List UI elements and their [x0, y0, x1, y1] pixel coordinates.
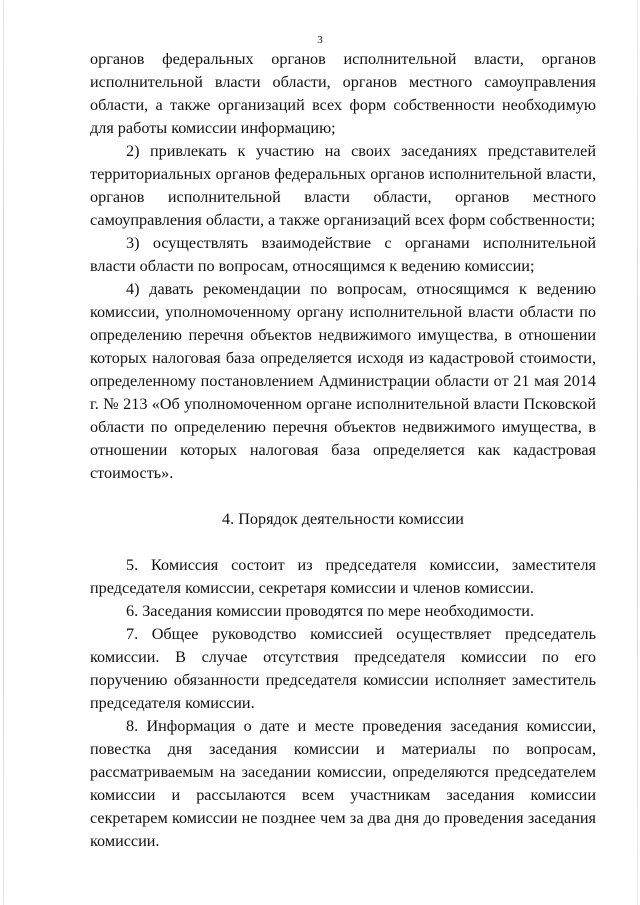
paragraph-item-4: 4) давать рекомендации по вопросам, относящимся к ведению комиссии, уполномоченному органу исполнительной власти области по определению перечня объектов недвижимого имущества, в отношении которых налоговая база определяется исходя из кадастровой стоимости, определенному постановлением Администрации области от 21 мая 2014 г. № 213 «Об уполномоченном органе исполнительной власти Псковской области по определению перечня объектов недвижимого имущества, в отношении которых налоговая база определяется как кадастровая стоимость».	[90, 280, 596, 482]
section-heading: 4. Порядок деятельности комиссии	[222, 510, 464, 528]
scan-edge-right	[637, 0, 638, 905]
paragraph-7: 7. Общее руководство комиссией осуществляет председатель комиссии. В случае отсутствия председателя комиссии по его поручению обязанности председателя комиссии исполняет заместитель председателя комиссии.	[90, 625, 596, 712]
scan-edge-left	[3, 0, 4, 905]
section-spacer-bottom	[90, 531, 596, 554]
paragraph-5: 5. Комиссия состоит из председателя комиссии, заместителя председателя комиссии, секретаря комиссии и членов комиссии.	[90, 556, 596, 597]
paragraph-8: 8. Информация о дате и месте проведения заседания комиссии, повестка дня заседания комиссии и материалы по вопросам, рассматриваемым на заседании комиссии, определяются председателем комиссии и рассылаются всем участникам заседания комиссии секретарем комиссии не позднее чем за два дня до проведения заседания комиссии.	[90, 717, 596, 850]
paragraph-6: 6. Заседания комиссии проводятся по мере необходимости.	[126, 602, 535, 620]
paragraph-continuation: органов федеральных органов исполнительной власти, органов исполнительной власти области, органов местного самоуправления области, а также организаций всех форм собственности необходимую для работы комиссии информацию;	[90, 50, 596, 137]
paragraph-item-3: 3) осуществлять взаимодействие с органами исполнительной власти области по вопросам, относящимся к ведению комиссии;	[90, 234, 596, 275]
section-spacer-top	[90, 485, 596, 508]
paragraph-item-2: 2) привлекать к участию на своих заседаниях представителей территориальных органов федеральных органов исполнительной власти, органов исполнительной власти области, органов местного самоуправления области, а также организаций всех форм собственности;	[90, 142, 596, 229]
page-number: 3	[317, 34, 323, 46]
document-body	[90, 48, 596, 853]
